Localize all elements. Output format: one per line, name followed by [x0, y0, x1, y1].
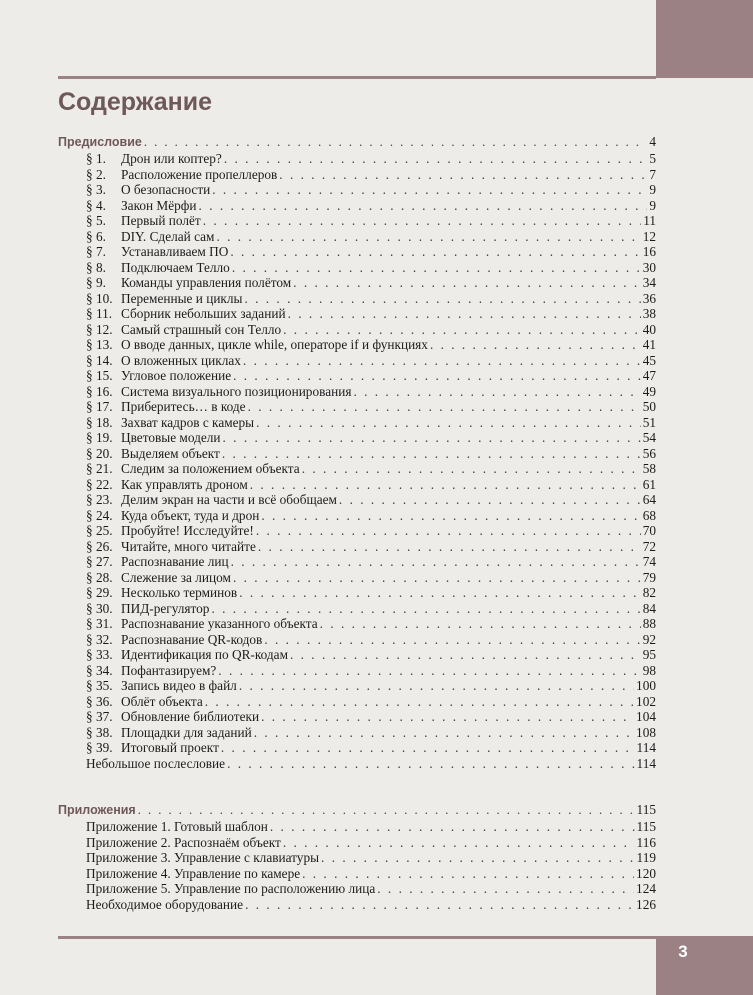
- toc-leader-dots: [261, 709, 634, 725]
- toc-page-number: 119: [636, 850, 656, 865]
- toc-page-number: 30: [642, 259, 656, 275]
- toc-page-number: 74: [642, 554, 656, 569]
- toc-entry-label: [86, 508, 259, 524]
- toc-entry-title: Распознавание указанного объекта: [121, 616, 318, 631]
- toc-entry-label: [86, 850, 319, 866]
- toc-leader-dots: [138, 801, 635, 820]
- bottom-rule: [58, 936, 656, 939]
- toc-entry-title: Приложение 2. Распознаём объект: [86, 834, 281, 850]
- toc-entry-label: [86, 601, 209, 617]
- toc-leader-dots: [232, 260, 641, 276]
- toc-page-number: 40: [642, 321, 656, 337]
- toc-page-number: 82: [642, 585, 656, 600]
- toc-entry: [58, 881, 656, 897]
- toc-entry-label: [86, 554, 229, 570]
- toc-entry-number: § 5.: [86, 213, 106, 228]
- toc-entry-label: [86, 477, 248, 493]
- toc-entry-number: § 8.: [86, 259, 106, 275]
- toc-entry-title: Пробуйте! Исследуйте!: [121, 523, 254, 538]
- toc-page-number: 79: [642, 569, 656, 585]
- toc-leader-dots: [283, 322, 641, 338]
- toc-entry-number: § 34.: [86, 662, 113, 678]
- toc-leader-dots: [224, 151, 648, 167]
- toc-entry-title: Приложение 3. Управление с клавиатуры: [86, 850, 320, 865]
- toc-heading: [58, 800, 656, 819]
- toc-entry-title: Самый страшный сон Телло: [121, 321, 282, 337]
- toc-leader-dots: [231, 554, 641, 570]
- toc-leader-dots: [144, 133, 647, 152]
- toc-entry-title: Захват кадров с камеры: [121, 414, 255, 430]
- toc-leader-dots: [222, 446, 641, 462]
- toc-entry-label: [86, 306, 286, 322]
- toc-entry-title: Куда объект, туда и дрон: [121, 507, 260, 523]
- toc-entry: [58, 477, 656, 493]
- toc-entry: [58, 229, 656, 245]
- toc-entry-label: [86, 353, 241, 369]
- toc-page-number: 11: [643, 213, 656, 228]
- toc-leader-dots: [264, 632, 640, 648]
- toc-leader-dots: [221, 740, 635, 756]
- toc-entry-number: § 21.: [86, 461, 113, 476]
- toc-page-number: 36: [642, 290, 656, 306]
- toc-entry-title: Идентификация по QR-кодам: [121, 647, 288, 662]
- toc-entry-number: § 10.: [86, 290, 113, 306]
- toc-entry: [58, 306, 656, 322]
- toc-entry-number: § 36.: [86, 693, 113, 709]
- toc-entry-number: § 29.: [86, 585, 113, 600]
- toc-entry: [58, 601, 656, 617]
- toc-section-preface: [58, 132, 656, 771]
- toc-page-number: 58: [642, 461, 656, 476]
- toc-entry-label: [86, 337, 428, 353]
- toc-entry: [58, 198, 656, 214]
- toc-entry: [58, 585, 656, 601]
- toc-entry: [58, 430, 656, 446]
- toc-entry-title: Как управлять дроном: [121, 476, 248, 492]
- toc-entry-title: О безопасности: [121, 182, 211, 197]
- toc-page-number: 115: [636, 802, 656, 817]
- toc-leader-dots: [320, 616, 641, 632]
- toc-page-number: 102: [636, 693, 656, 709]
- toc-entry-title: О вложенных циклах: [121, 352, 241, 368]
- toc-leader-dots: [233, 368, 641, 384]
- toc-page-number: 88: [642, 616, 656, 631]
- toc-leader-dots: [430, 337, 641, 353]
- toc-entry-number: § 14.: [86, 352, 113, 368]
- toc-entry: [58, 709, 656, 725]
- toc-leader-dots: [302, 461, 641, 477]
- toc-entry-label: [86, 897, 243, 913]
- toc-leader-dots: [233, 570, 641, 586]
- toc-leader-dots: [199, 198, 648, 214]
- page-title: Содержание: [58, 88, 213, 116]
- toc-entry-title: Расположение пропеллеров: [121, 166, 278, 182]
- toc-entry-title: Распознавание лиц: [121, 554, 229, 569]
- toc-page-number: 4: [649, 134, 656, 149]
- toc-entry-title: Обновление библиотеки: [121, 709, 260, 724]
- toc-entry-label: [86, 151, 222, 167]
- toc-entry: [58, 632, 656, 648]
- toc-entry: [58, 167, 656, 183]
- toc-entry-title: Приберитесь… в коде: [121, 399, 246, 414]
- toc-leader-dots: [279, 167, 647, 183]
- toc-page-number: 84: [642, 600, 656, 616]
- toc-entry: [58, 384, 656, 400]
- toc-entry-title: О вводе данных, цикле while, операторе if и функциях: [121, 337, 428, 352]
- toc-entry-label: [86, 740, 219, 756]
- toc-entry-label: [86, 866, 300, 882]
- toc-entry-number: § 37.: [86, 709, 113, 724]
- toc-entry-title: Пофантазируем?: [121, 662, 217, 678]
- toc-entry-label: [86, 415, 254, 431]
- toc-entry-title: Читайте, много читайте: [121, 538, 256, 554]
- toc-entry-label: [86, 881, 375, 897]
- toc-entry-title: Распознавание QR-кодов: [121, 631, 263, 647]
- toc-section-appendices: [58, 800, 656, 912]
- toc-entry-number: § 35.: [86, 678, 113, 693]
- toc-entry: [58, 897, 656, 913]
- toc-entry: [58, 275, 656, 291]
- toc-entry-number: § 32.: [86, 631, 113, 647]
- toc-leader-dots: [250, 477, 641, 493]
- toc-leader-dots: [258, 539, 641, 555]
- toc-entry: [58, 740, 656, 756]
- toc-page-number: 45: [642, 352, 656, 368]
- toc-entry: [58, 850, 656, 866]
- toc-leader-dots: [239, 678, 634, 694]
- toc-entry: [58, 616, 656, 632]
- toc-page-number: 16: [642, 244, 656, 259]
- toc-entry-title: Необходимое оборудование: [86, 896, 244, 912]
- toc-entry: [58, 337, 656, 353]
- toc-entry: [58, 523, 656, 539]
- toc-entry: [58, 322, 656, 338]
- toc-leader-dots: [218, 663, 640, 679]
- toc-entry: [58, 291, 656, 307]
- toc-page-number: 120: [636, 865, 656, 881]
- toc-leader-dots: [353, 384, 640, 400]
- toc-entry-number: § 26.: [86, 538, 113, 554]
- toc-entry-label: [86, 632, 262, 648]
- toc-leader-dots: [212, 182, 647, 198]
- toc-entry-label: [86, 694, 203, 710]
- toc-entry-title: Слежение за лицом: [121, 569, 231, 585]
- toc-leader-dots: [290, 647, 641, 663]
- toc-leader-dots: [283, 835, 635, 851]
- toc-entry: [58, 866, 656, 882]
- toc-entry-label: [86, 539, 256, 555]
- toc-entry: [58, 260, 656, 276]
- toc-entry: [58, 461, 656, 477]
- toc-entry-number: § 1.: [86, 151, 106, 166]
- toc-page-number: 115: [636, 819, 656, 834]
- toc-entry-number: § 23.: [86, 492, 113, 507]
- toc-entry: [58, 244, 656, 260]
- toc-entry-number: § 20.: [86, 445, 113, 461]
- toc-entry-label: [86, 461, 300, 477]
- toc-leader-dots: [261, 508, 640, 524]
- toc-entry-number: § 3.: [86, 182, 106, 197]
- toc-entry-label: [86, 725, 252, 741]
- toc-entry-number: § 11.: [86, 306, 113, 321]
- toc-leader-dots: [302, 866, 634, 882]
- toc-page-number: 12: [642, 228, 656, 244]
- toc-leader-dots: [244, 291, 640, 307]
- toc-entry-title: Приложение 5. Управление по расположению лица: [86, 881, 376, 896]
- toc-entry-title: Небольшое послесловие: [86, 755, 226, 771]
- toc-leader-dots: [256, 523, 641, 539]
- toc-entry-title: Угловое положение: [121, 368, 232, 383]
- toc-entry-number: § 9.: [86, 275, 106, 290]
- toc-leader-dots: [203, 213, 641, 229]
- toc-entry-title: Итоговый проект: [121, 740, 219, 755]
- toc-leader-dots: [377, 881, 634, 897]
- toc-leader-dots: [230, 244, 640, 260]
- toc-entry-number: § 4.: [86, 197, 106, 213]
- toc-page-number: 41: [642, 337, 656, 352]
- toc-entry-number: § 28.: [86, 569, 113, 585]
- toc-entry-number: § 17.: [86, 399, 113, 414]
- toc-leader-dots: [216, 229, 640, 245]
- toc-leader-dots: [227, 756, 634, 772]
- toc-entry-label: [86, 213, 201, 229]
- toc-entry-title: Следим за положением объекта: [121, 461, 300, 476]
- toc-page-number: 54: [642, 430, 656, 445]
- toc-leader-dots: [223, 430, 641, 446]
- toc-entry-label: [86, 492, 337, 508]
- toc-leader-dots: [211, 601, 640, 617]
- toc-leader-dots: [243, 353, 641, 369]
- toc-entry-label: [86, 244, 228, 260]
- toc-page-number: 51: [642, 414, 656, 430]
- toc-leader-dots: [339, 492, 641, 508]
- toc-entry-label: [86, 275, 291, 291]
- toc-heading: [58, 132, 656, 151]
- toc-page-number: 116: [636, 834, 656, 850]
- toc-page-number: 114: [636, 740, 656, 755]
- toc-entry: [58, 415, 656, 431]
- toc-entry-label: [86, 198, 197, 214]
- toc-page-number: 108: [636, 724, 656, 740]
- toc-entry-number: § 2.: [86, 166, 106, 182]
- toc-entry-label: [86, 523, 254, 539]
- toc-entry-number: § 16.: [86, 383, 113, 399]
- toc-entry: [58, 756, 656, 772]
- toc-page-number: 114: [636, 755, 656, 771]
- toc-entry-label: [86, 756, 225, 772]
- toc-entry-label: [86, 819, 268, 835]
- toc-entry-label: [86, 663, 216, 679]
- toc-entry-title: Цветовые модели: [121, 430, 221, 445]
- toc-entry: [58, 647, 656, 663]
- toc-entry-title: DIY. Сделай сам: [121, 228, 215, 244]
- toc-entry-title: Облёт объекта: [121, 693, 203, 709]
- toc-page-number: 9: [649, 182, 656, 197]
- toc-heading-title: Приложения: [58, 803, 136, 817]
- toc-page-number: 126: [636, 896, 656, 912]
- toc-entry-number: § 22.: [86, 476, 113, 492]
- toc-entry: [58, 353, 656, 369]
- top-rule: [58, 76, 656, 79]
- toc-entry: [58, 539, 656, 555]
- toc-entry-label: [86, 616, 318, 632]
- toc-entry-title: Делим экран на части и всё обобщаем: [121, 492, 337, 507]
- toc-page-number: 7: [649, 166, 656, 182]
- toc-page-number: 70: [642, 523, 656, 538]
- toc-entry-label: [86, 167, 277, 183]
- toc-entry-label: [86, 368, 231, 384]
- toc-entry-label: [86, 585, 237, 601]
- toc-leader-dots: [254, 725, 634, 741]
- toc-entry-label: [86, 182, 210, 198]
- toc-leader-dots: [288, 306, 641, 322]
- toc-entry-title: Подключаем Телло: [121, 259, 230, 275]
- toc-page-number: 47: [642, 368, 656, 383]
- toc-page-number: 38: [642, 306, 656, 321]
- toc-entry: [58, 570, 656, 586]
- toc-entry: [58, 446, 656, 462]
- toc-entry-label: [86, 229, 214, 245]
- toc-leader-dots: [256, 415, 641, 431]
- toc-entry-number: § 7.: [86, 244, 106, 259]
- toc-page-number: 72: [642, 538, 656, 554]
- toc-entry-title: Переменные и циклы: [121, 290, 243, 306]
- toc-leader-dots: [270, 819, 635, 835]
- toc-leader-dots: [205, 694, 634, 710]
- toc-page-number: 34: [642, 275, 656, 290]
- toc-entry-number: § 38.: [86, 724, 113, 740]
- toc-entry-title: Устанавливаем ПО: [121, 244, 229, 259]
- toc-entry: [58, 835, 656, 851]
- toc-leader-dots: [248, 399, 641, 415]
- toc-entry-number: § 31.: [86, 616, 113, 631]
- toc-entry-label: [86, 835, 281, 851]
- toc-entry-label: [86, 399, 246, 415]
- toc-page-number: 9: [649, 197, 656, 213]
- toc-entry: [58, 368, 656, 384]
- toc-entry-title: Приложение 4. Управление по камере: [86, 865, 301, 881]
- toc-page-number: 98: [642, 662, 656, 678]
- toc-entry-label: [86, 647, 288, 663]
- toc-entry: [58, 694, 656, 710]
- toc-entry-label: [86, 709, 259, 725]
- toc-entry: [58, 399, 656, 415]
- toc-entry: [58, 182, 656, 198]
- toc-entry-title: Сборник небольших заданий: [121, 306, 286, 321]
- toc-entry-number: § 6.: [86, 228, 106, 244]
- toc-entry-number: § 18.: [86, 414, 113, 430]
- toc-entry-number: § 25.: [86, 523, 113, 538]
- toc-page-number: 95: [642, 647, 656, 662]
- toc-entry-label: [86, 446, 220, 462]
- toc-heading-title: Предисловие: [58, 135, 142, 149]
- toc-entry-number: § 39.: [86, 740, 113, 755]
- toc-entry-number: § 13.: [86, 337, 113, 352]
- toc-leader-dots: [293, 275, 641, 291]
- toc-entry-number: § 24.: [86, 507, 113, 523]
- toc-entry-label: [86, 570, 231, 586]
- top-corner-tab: [656, 0, 753, 78]
- toc-page-number: 68: [642, 507, 656, 523]
- toc-leader-dots: [245, 897, 634, 913]
- toc-entry-title: Площадки для заданий: [121, 724, 252, 740]
- toc-page-number: 49: [642, 383, 656, 399]
- toc-entry-title: Дрон или коптер?: [121, 151, 222, 166]
- toc-page-number: 56: [642, 445, 656, 461]
- toc-entry: [58, 725, 656, 741]
- toc-entry-label: [86, 430, 221, 446]
- toc-entry-number: § 27.: [86, 554, 113, 569]
- toc-entry-label: [86, 291, 242, 307]
- toc-entry-label: [86, 322, 281, 338]
- toc-entry: [58, 663, 656, 679]
- toc-entry-title: Запись видео в файл: [121, 678, 237, 693]
- toc-entry-title: Несколько терминов: [121, 585, 238, 600]
- toc-page-number: 124: [636, 881, 656, 896]
- toc-entry-title: ПИД-регулятор: [121, 600, 210, 616]
- toc-entry: [58, 554, 656, 570]
- toc-entry-title: Команды управления полётом: [121, 275, 292, 290]
- toc-entry: [58, 492, 656, 508]
- toc-page-number: 92: [642, 631, 656, 647]
- toc-page-number: 61: [642, 476, 656, 492]
- toc-entry-title: Система визуального позиционирования: [121, 383, 352, 399]
- toc-leader-dots: [239, 585, 641, 601]
- toc-entry-title: Приложение 1. Готовый шаблон: [86, 819, 268, 834]
- toc-entry-label: [86, 678, 237, 694]
- toc-entry: [58, 151, 656, 167]
- toc-entry: [58, 508, 656, 524]
- toc-leader-dots: [321, 850, 635, 866]
- toc-entry-number: § 12.: [86, 321, 113, 337]
- page-number: 3: [678, 942, 688, 961]
- toc-page-number: 50: [642, 399, 656, 414]
- toc-entry-label: [86, 260, 230, 276]
- toc-entry: [58, 819, 656, 835]
- toc-entry-title: Выделяем объект: [121, 445, 220, 461]
- toc-entry: [58, 678, 656, 694]
- toc-entry-number: § 19.: [86, 430, 113, 445]
- toc-entry-number: § 30.: [86, 600, 113, 616]
- toc-entry: [58, 213, 656, 229]
- toc-entry-number: § 33.: [86, 647, 113, 662]
- toc-page-number: 104: [636, 709, 656, 724]
- toc-entry-number: § 15.: [86, 368, 113, 383]
- toc-entry-title: Первый полёт: [121, 213, 201, 228]
- toc-entry-title: Закон Мёрфи: [121, 197, 197, 213]
- toc-page-number: 100: [636, 678, 656, 693]
- toc-page-number: 5: [649, 151, 656, 166]
- toc-page-number: 64: [642, 492, 656, 507]
- toc-entry-label: [86, 384, 351, 400]
